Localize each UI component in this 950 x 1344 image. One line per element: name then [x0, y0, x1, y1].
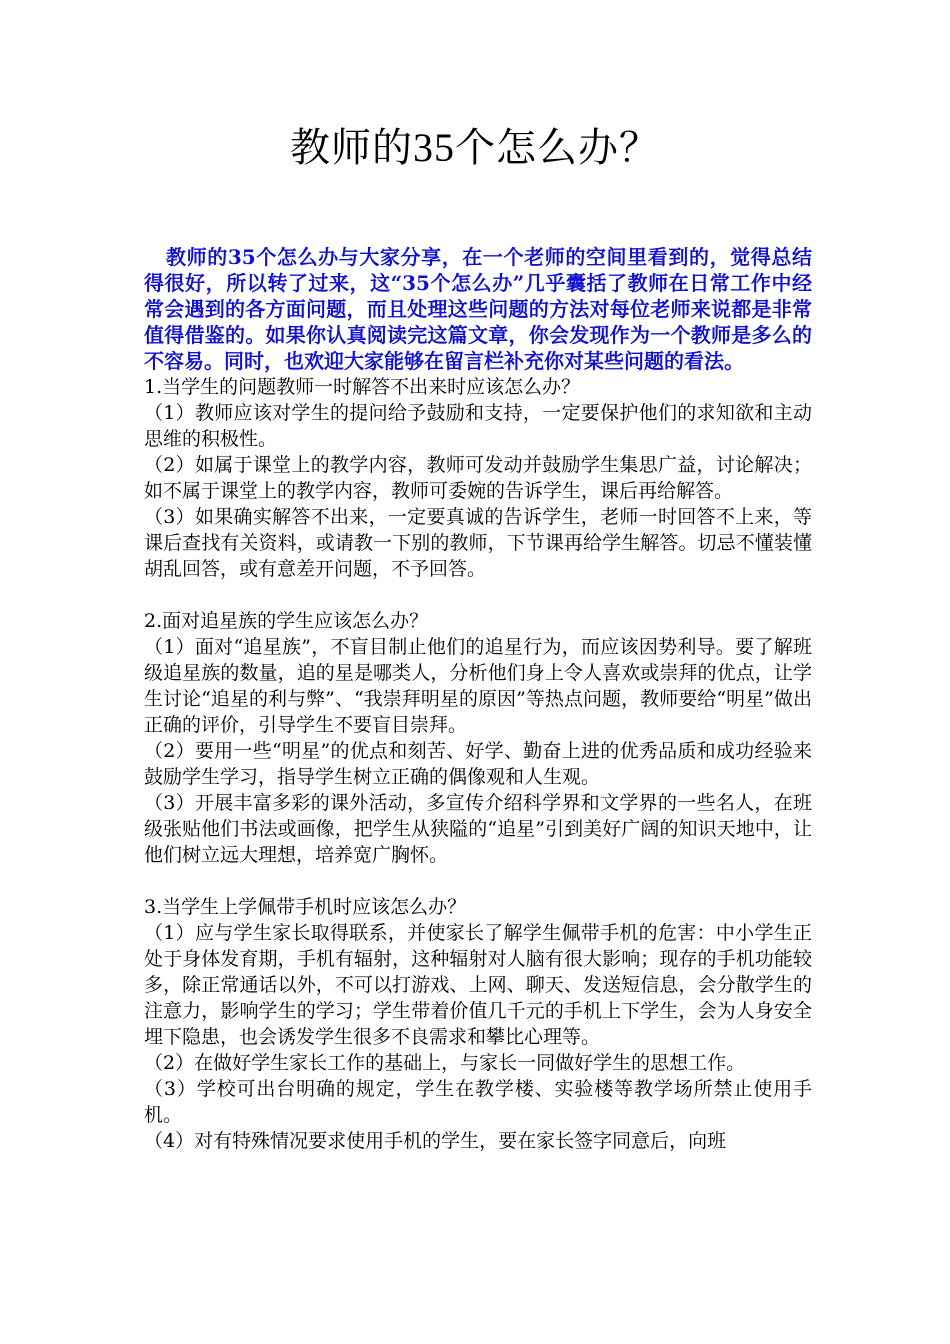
- section-paragraph: （1）面对“追星族”，不盲目制止他们的追星行为，而应该因势利导。要了解班级追星族的数量，追的星是哪类人，分析他们身上令人喜欢或崇拜的优点，让学生讨论“追星的利与弊”、“我崇拜明星的原因”等热点问题，教师要给“明星”做出正确的评价，引导学生不要盲目崇拜。: [144, 636, 812, 736]
- section-paragraph: （2）在做好学生家长工作的基础上，与家长一同做好学生的思想工作。: [144, 1052, 746, 1074]
- intro-paragraph: 教师的35个怎么办与大家分享，在一个老师的空间里看到的，觉得总结得很好，所以转了过来，这“35个怎么办”几乎囊括了教师在日常工作中经常会遇到的各方面问题，而且处理这些问题的方法对每位老师来说都是非常值得借鉴的。如果你认真阅读完这篇文章，你会发现作为一个教师是多么的不容易。同时，也欢迎大家能够在留言栏补充你对某些问题的看法。: [144, 245, 812, 373]
- section-spacer: [144, 582, 812, 608]
- section-paragraph: （3）学校可出台明确的规定，学生在教学楼、实验楼等教学场所禁止使用手机。: [144, 1078, 812, 1126]
- section-question: 1.当学生的问题教师一时解答不出来时应该怎么办？: [144, 376, 581, 398]
- section-paragraph: （3）如果确实解答不出来，一定要真诚的告诉学生，老师一时回答不上来，等课后查找有关资料，或请教一下别的教师，下节课再给学生解答。切忌不懂装懂胡乱回答，或有意差开问题，不予回答。: [144, 506, 812, 580]
- document-title: 教师的35个怎么办？: [290, 125, 660, 170]
- section-3: [144, 894, 812, 1154]
- section-paragraph: （2）要用一些“明星”的优点和刻苦、好学、勤奋上进的优秀品质和成功经验来鼓励学生学习，指导学生树立正确的偶像观和人生观。: [144, 740, 812, 788]
- section-paragraph: （2）如属于课堂上的教学内容，教师可发动并鼓励学生集思广益，讨论解决；如不属于课堂上的教学内容，教师可委婉的告诉学生，课后再给解答。: [144, 454, 812, 502]
- section-2: [144, 608, 812, 868]
- document-body: [144, 244, 812, 1154]
- section-paragraph: （1）应与学生家长取得联系，并使家长了解学生佩带手机的危害：中小学生正处于身体发育期，手机有辐射，这种辐射对人脑有很大影响；现存的手机功能较多，除正常通话以外，不可以打游戏、上网、聊天、发送短信息，会分散学生的注意力，影响学生的学习；学生带着价值几千元的手机上下学生，会为人身安全埋下隐患，也会诱发学生很多不良需求和攀比心理等。: [144, 922, 812, 1048]
- section-spacer: [144, 868, 812, 894]
- section-1: [144, 374, 812, 582]
- section-paragraph: （4）对有特殊情况要求使用手机的学生，要在家长签字同意后，向班: [144, 1130, 727, 1152]
- section-question: 3.当学生上学佩带手机时应该怎么办？: [144, 896, 467, 918]
- section-question: 2.面对追星族的学生应该怎么办？: [144, 610, 429, 632]
- section-paragraph: （1）教师应该对学生的提问给予鼓励和支持，一定要保护他们的求知欲和主动思维的积极性。: [144, 402, 812, 450]
- section-paragraph: （3）开展丰富多彩的课外活动，多宣传介绍科学界和文学界的一些名人，在班级张贴他们书法或画像，把学生从狭隘的“追星”引到美好广阔的知识天地中，让他们树立远大理想，培养宽广胸怀。: [144, 792, 812, 866]
